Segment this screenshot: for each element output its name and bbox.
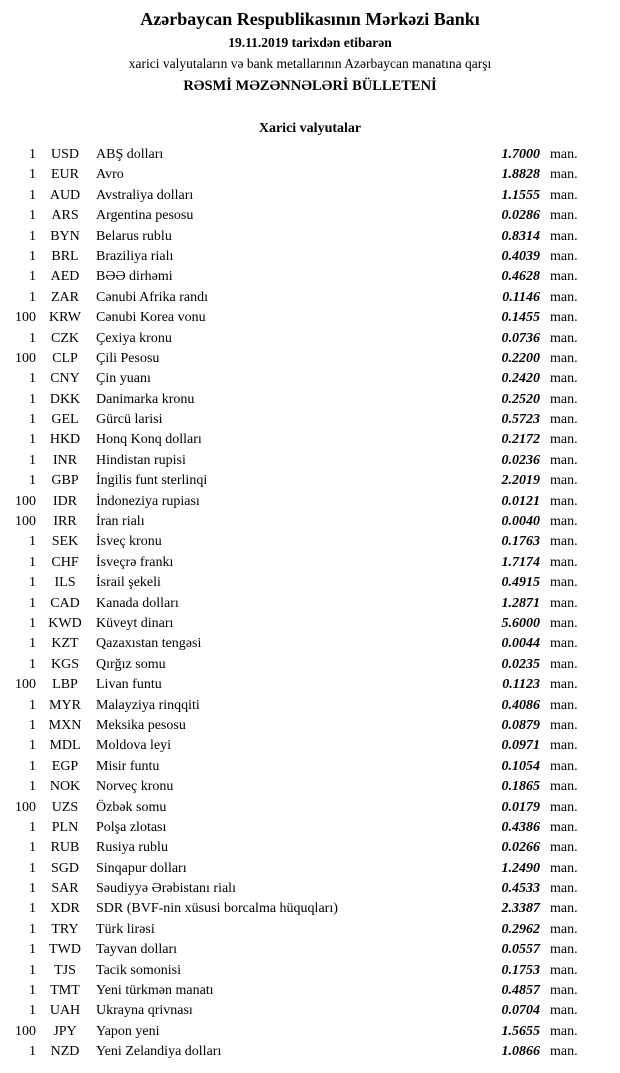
currency-code: AED [50,269,80,285]
currency-name: Cənubi Korea vonu [96,310,206,326]
rate-value: 0.0557 [501,942,540,958]
unit-label: man. [550,636,578,652]
currency-name: İndoneziya rupiası [96,493,200,509]
currency-quantity: 1 [29,983,36,999]
rate-value: 1.2490 [501,860,540,876]
table-row [6,553,590,573]
unit-label: man. [550,391,578,407]
rate-value: 0.0235 [501,656,540,672]
table-row [6,594,590,614]
unit-label: man. [550,840,578,856]
unit-label: man. [550,717,578,733]
currency-quantity: 1 [29,962,36,978]
rate-value: 0.4039 [501,248,540,264]
currency-quantity: 1 [29,208,36,224]
currency-quantity: 1 [29,738,36,754]
unit-label: man. [550,983,578,999]
currency-name: Polşa zlotası [96,819,167,835]
table-row [6,634,590,654]
currency-code: MDL [49,738,81,754]
currency-code: KGS [50,656,79,672]
currency-quantity: 1 [29,391,36,407]
currency-code: SAR [51,881,79,897]
currency-name: Danimarka kronu [96,391,195,407]
currency-name: Argentina pesosu [96,208,194,224]
table-row [6,390,590,410]
currency-quantity: 1 [29,881,36,897]
currency-code: SGD [50,860,79,876]
unit-label: man. [550,473,578,489]
currency-name: Yeni türkmən manatı [96,983,214,999]
rate-value: 0.0121 [501,493,540,509]
table-row [6,879,590,899]
currency-code: CZK [51,330,79,346]
currency-name: ABŞ dolları [96,147,164,162]
unit-label: man. [550,310,578,326]
table-row [6,655,590,675]
table-row [6,247,590,267]
table-row [6,614,590,634]
effective-date: 19.11.2019 tarixdən etibarən [228,35,392,50]
unit-label: man. [550,881,578,897]
rate-value: 0.0971 [501,738,540,754]
currency-name: Moldova leyi [96,738,172,754]
currency-quantity: 1 [29,779,36,795]
unit-label: man. [550,819,578,835]
unit-label: man. [550,615,578,631]
currency-code: DKK [49,391,81,407]
currency-quantity: 1 [29,595,36,611]
currency-name: Avro [96,167,124,183]
currency-table [0,145,620,1063]
unit-label: man. [550,452,578,468]
currency-name: Belarus rublu [96,228,172,244]
currency-quantity: 1 [29,717,36,733]
table-row [6,267,590,287]
rate-value: 0.4857 [501,983,540,999]
table-row [6,288,590,308]
rate-value: 2.3387 [501,901,540,917]
unit-label: man. [550,187,578,203]
unit-label: man. [550,289,578,305]
currency-name: Cənubi Afrika randı [96,289,208,305]
currency-code: MXN [48,717,82,733]
rate-value: 2.2019 [501,473,540,489]
currency-name: Tacik somonisi [96,962,181,978]
rate-value: 1.5655 [501,1023,540,1039]
rate-value: 0.1753 [501,962,540,978]
unit-label: man. [550,514,578,530]
table-row [6,798,590,818]
table-row [6,329,590,349]
rate-value: 0.0736 [501,330,540,346]
currency-code: PLN [51,819,79,835]
currency-code: CHF [51,554,79,570]
currency-name: Qırğız somu [96,656,166,672]
currency-code: CAD [50,595,80,611]
rate-value: 0.2962 [501,921,540,937]
currency-code: TJS [54,962,76,978]
unit-label: man. [550,432,578,448]
table-row [6,675,590,695]
currency-code: HKD [49,432,81,448]
currency-quantity: 100 [15,350,36,366]
table-row [6,777,590,797]
unit-label: man. [550,493,578,509]
unit-label: man. [550,738,578,754]
currency-name: Səudiyyə Ərəbistanı rialı [96,881,236,897]
unit-label: man. [550,412,578,428]
currency-name: Hindistan rupisi [96,452,186,468]
currency-code: EUR [51,167,79,183]
unit-label: man. [550,330,578,346]
currency-code: ILS [54,575,76,591]
table-row [6,369,590,389]
currency-code: KWD [48,615,82,631]
currency-quantity: 1 [29,840,36,856]
table-row [6,227,590,247]
unit-label: man. [550,167,578,183]
currency-name: Çili Pesosu [96,350,160,366]
currency-code: EGP [51,758,79,774]
rate-value: 1.1555 [501,187,540,203]
currency-code: TRY [51,921,79,937]
rate-value: 1.8828 [501,167,540,183]
table-row [6,573,590,593]
currency-quantity: 1 [29,554,36,570]
unit-label: man. [550,962,578,978]
table-row [6,859,590,879]
currency-name: Avstraliya dolları [96,187,194,203]
currency-name: Çexiya kronu [96,330,172,346]
table-row [6,471,590,491]
rate-value: 0.1455 [501,310,540,326]
currency-code: SEK [51,534,79,550]
table-row [6,818,590,838]
currency-quantity: 1 [29,656,36,672]
rate-value: 0.0879 [501,717,540,733]
currency-quantity: 1 [29,289,36,305]
unit-label: man. [550,677,578,693]
currency-name: Küveyt dinarı [96,615,174,631]
unit-label: man. [550,799,578,815]
rate-value: 1.7000 [501,147,540,162]
table-row [6,308,590,328]
currency-code: BRL [51,248,79,264]
unit-label: man. [550,779,578,795]
currency-name: İsveçrə frankı [96,554,174,570]
table-row [6,145,590,165]
currency-name: Çin yuanı [96,371,151,387]
currency-code: NZD [50,1044,80,1060]
table-row [6,430,590,450]
currency-quantity: 1 [29,473,36,489]
rate-value: 0.0040 [501,514,540,530]
currency-code: IDR [52,493,78,509]
currency-name: SDR (BVF-nin xüsusi borcalma hüquqları) [96,901,338,917]
currency-quantity: 1 [29,860,36,876]
table-row [6,1022,590,1042]
table-row [6,757,590,777]
currency-code: AUD [49,187,81,203]
table-row [6,716,590,736]
unit-label: man. [550,656,578,672]
unit-label: man. [550,534,578,550]
currency-quantity: 100 [15,1023,36,1039]
rate-value: 0.1763 [501,534,540,550]
currency-name: Ukrayna qrivnası [96,1003,193,1019]
currency-code: KRW [49,310,81,326]
currency-code: TMT [50,983,80,999]
unit-label: man. [550,942,578,958]
currency-quantity: 1 [29,636,36,652]
unit-label: man. [550,228,578,244]
currency-name: Honq Konq dolları [96,432,202,448]
rate-value: 0.4386 [501,819,540,835]
unit-label: man. [550,595,578,611]
currency-quantity: 1 [29,228,36,244]
currency-code: GBP [51,473,79,489]
table-row [6,206,590,226]
currency-quantity: 100 [15,799,36,815]
currency-quantity: 1 [29,330,36,346]
table-row [6,1042,590,1062]
table-row [6,920,590,940]
currency-quantity: 1 [29,615,36,631]
table-row [6,512,590,532]
rate-value: 0.1123 [502,677,540,693]
currency-code: KZT [51,636,79,652]
currency-code: INR [52,452,78,468]
rate-value: 0.0236 [501,452,540,468]
currency-quantity: 1 [29,167,36,183]
currency-quantity: 1 [29,1003,36,1019]
currency-name: İran rialı [96,514,145,530]
rate-value: 0.2172 [501,432,540,448]
table-row [6,838,590,858]
currency-code: IRR [53,514,77,530]
rate-value: 1.0866 [501,1044,540,1060]
currency-quantity: 1 [29,452,36,468]
currency-name: Türk lirəsi [96,921,155,937]
unit-label: man. [550,1023,578,1039]
currency-name: İngilis funt sterlinqi [96,473,208,489]
currency-quantity: 100 [15,677,36,693]
rate-value: 0.2420 [501,371,540,387]
currency-code: BYN [50,228,80,244]
currency-quantity: 1 [29,147,36,162]
currency-name: Braziliya rialı [96,248,174,264]
currency-name: Malayziya rinqqiti [96,697,200,713]
currency-quantity: 1 [29,697,36,713]
bulletin-subtitle: xarici valyutaların və bank metallarının Azərbaycan manatına qarşı [128,56,492,71]
currency-name: Norveç kronu [96,779,174,795]
unit-label: man. [550,208,578,224]
currency-code: UZS [51,799,79,815]
page-title: Azərbaycan Respublikasının Mərkəzi Bankı [140,9,480,29]
currency-code: JPY [53,1023,77,1039]
table-row [6,410,590,430]
currency-code: CLP [52,350,78,366]
unit-label: man. [550,1044,578,1060]
currency-code: ZAR [51,289,79,305]
unit-label: man. [550,350,578,366]
currency-quantity: 100 [15,493,36,509]
currency-name: BƏƏ dirhəmi [96,269,173,285]
currency-quantity: 100 [15,310,36,326]
currency-name: İsveç kronu [96,534,162,550]
table-row [6,961,590,981]
table-row [6,186,590,206]
table-row [6,451,590,471]
table-row [6,492,590,512]
rate-value: 0.4533 [501,881,540,897]
currency-code: USD [50,147,79,162]
currency-code: XDR [50,901,80,917]
unit-label: man. [550,921,578,937]
rate-value: 0.0044 [501,636,540,652]
currency-quantity: 1 [29,269,36,285]
currency-name: Yapon yeni [96,1023,160,1039]
rate-value: 0.0286 [501,208,540,224]
currency-name: Kanada dolları [96,595,179,611]
currency-name: Meksika pesosu [96,717,186,733]
currency-name: Özbək somu [96,799,167,815]
bulletin-title: RƏSMİ MƏZƏNNƏLƏRİ BÜLLETENİ [183,78,437,94]
table-row [6,349,590,369]
table-row [6,165,590,185]
currency-code: ARS [51,208,79,224]
table-row [6,981,590,1001]
currency-quantity: 1 [29,1044,36,1060]
currency-name: İsrail şekeli [96,575,161,591]
rate-value: 1.2871 [501,595,540,611]
bulletin-header [0,0,620,96]
unit-label: man. [550,697,578,713]
currency-name: Sinqapur dolları [96,860,187,876]
currency-code: MYR [49,697,81,713]
currency-quantity: 1 [29,921,36,937]
section-title: Xarici valyutalar [258,121,362,136]
unit-label: man. [550,269,578,285]
currency-quantity: 1 [29,432,36,448]
rate-value: 0.1865 [501,779,540,795]
unit-label: man. [550,860,578,876]
table-row [6,696,590,716]
currency-name: Yeni Zelandiya dolları [96,1044,222,1060]
rate-value: 0.0266 [501,840,540,856]
currency-name: Rusiya rublu [96,840,168,856]
currency-code: RUB [50,840,80,856]
rate-value: 0.2520 [501,391,540,407]
currency-name: Livan funtu [96,677,162,693]
currency-quantity: 1 [29,758,36,774]
unit-label: man. [550,147,578,162]
currency-quantity: 1 [29,942,36,958]
currency-name: Gürcü larisi [96,412,163,428]
rate-value: 0.0179 [501,799,540,815]
currency-quantity: 1 [29,534,36,550]
table-row [6,899,590,919]
currency-quantity: 1 [29,901,36,917]
currency-quantity: 1 [29,248,36,264]
rate-value: 0.5723 [501,412,540,428]
table-row [6,532,590,552]
currency-quantity: 1 [29,371,36,387]
rate-value: 0.4915 [501,575,540,591]
currency-quantity: 1 [29,575,36,591]
currency-quantity: 1 [29,819,36,835]
rate-value: 0.1054 [501,758,540,774]
unit-label: man. [550,1003,578,1019]
unit-label: man. [550,554,578,570]
table-row [6,736,590,756]
currency-name: Tayvan dolları [96,942,178,958]
unit-label: man. [550,575,578,591]
unit-label: man. [550,371,578,387]
unit-label: man. [550,758,578,774]
rate-value: 0.4086 [501,697,540,713]
rate-value: 1.7174 [501,554,540,570]
rate-value: 0.4628 [501,269,540,285]
currency-code: UAH [49,1003,81,1019]
unit-label: man. [550,248,578,264]
currency-quantity: 100 [15,514,36,530]
currency-quantity: 1 [29,187,36,203]
rate-value: 0.1146 [502,289,540,305]
currency-code: TWD [49,942,81,958]
table-row [6,940,590,960]
currency-code: NOK [49,779,81,795]
rate-value: 0.8314 [501,228,540,244]
currency-name: Misir funtu [96,758,160,774]
table-row [6,1001,590,1021]
currency-quantity: 1 [29,412,36,428]
currency-name: Qazaxıstan tengəsi [96,636,202,652]
currency-code: CNY [50,371,80,387]
currency-code: GEL [51,412,79,428]
currency-code: LBP [52,677,78,693]
rate-value: 0.0704 [501,1003,540,1019]
unit-label: man. [550,901,578,917]
rate-value: 0.2200 [501,350,540,366]
rate-value: 5.6000 [501,615,540,631]
